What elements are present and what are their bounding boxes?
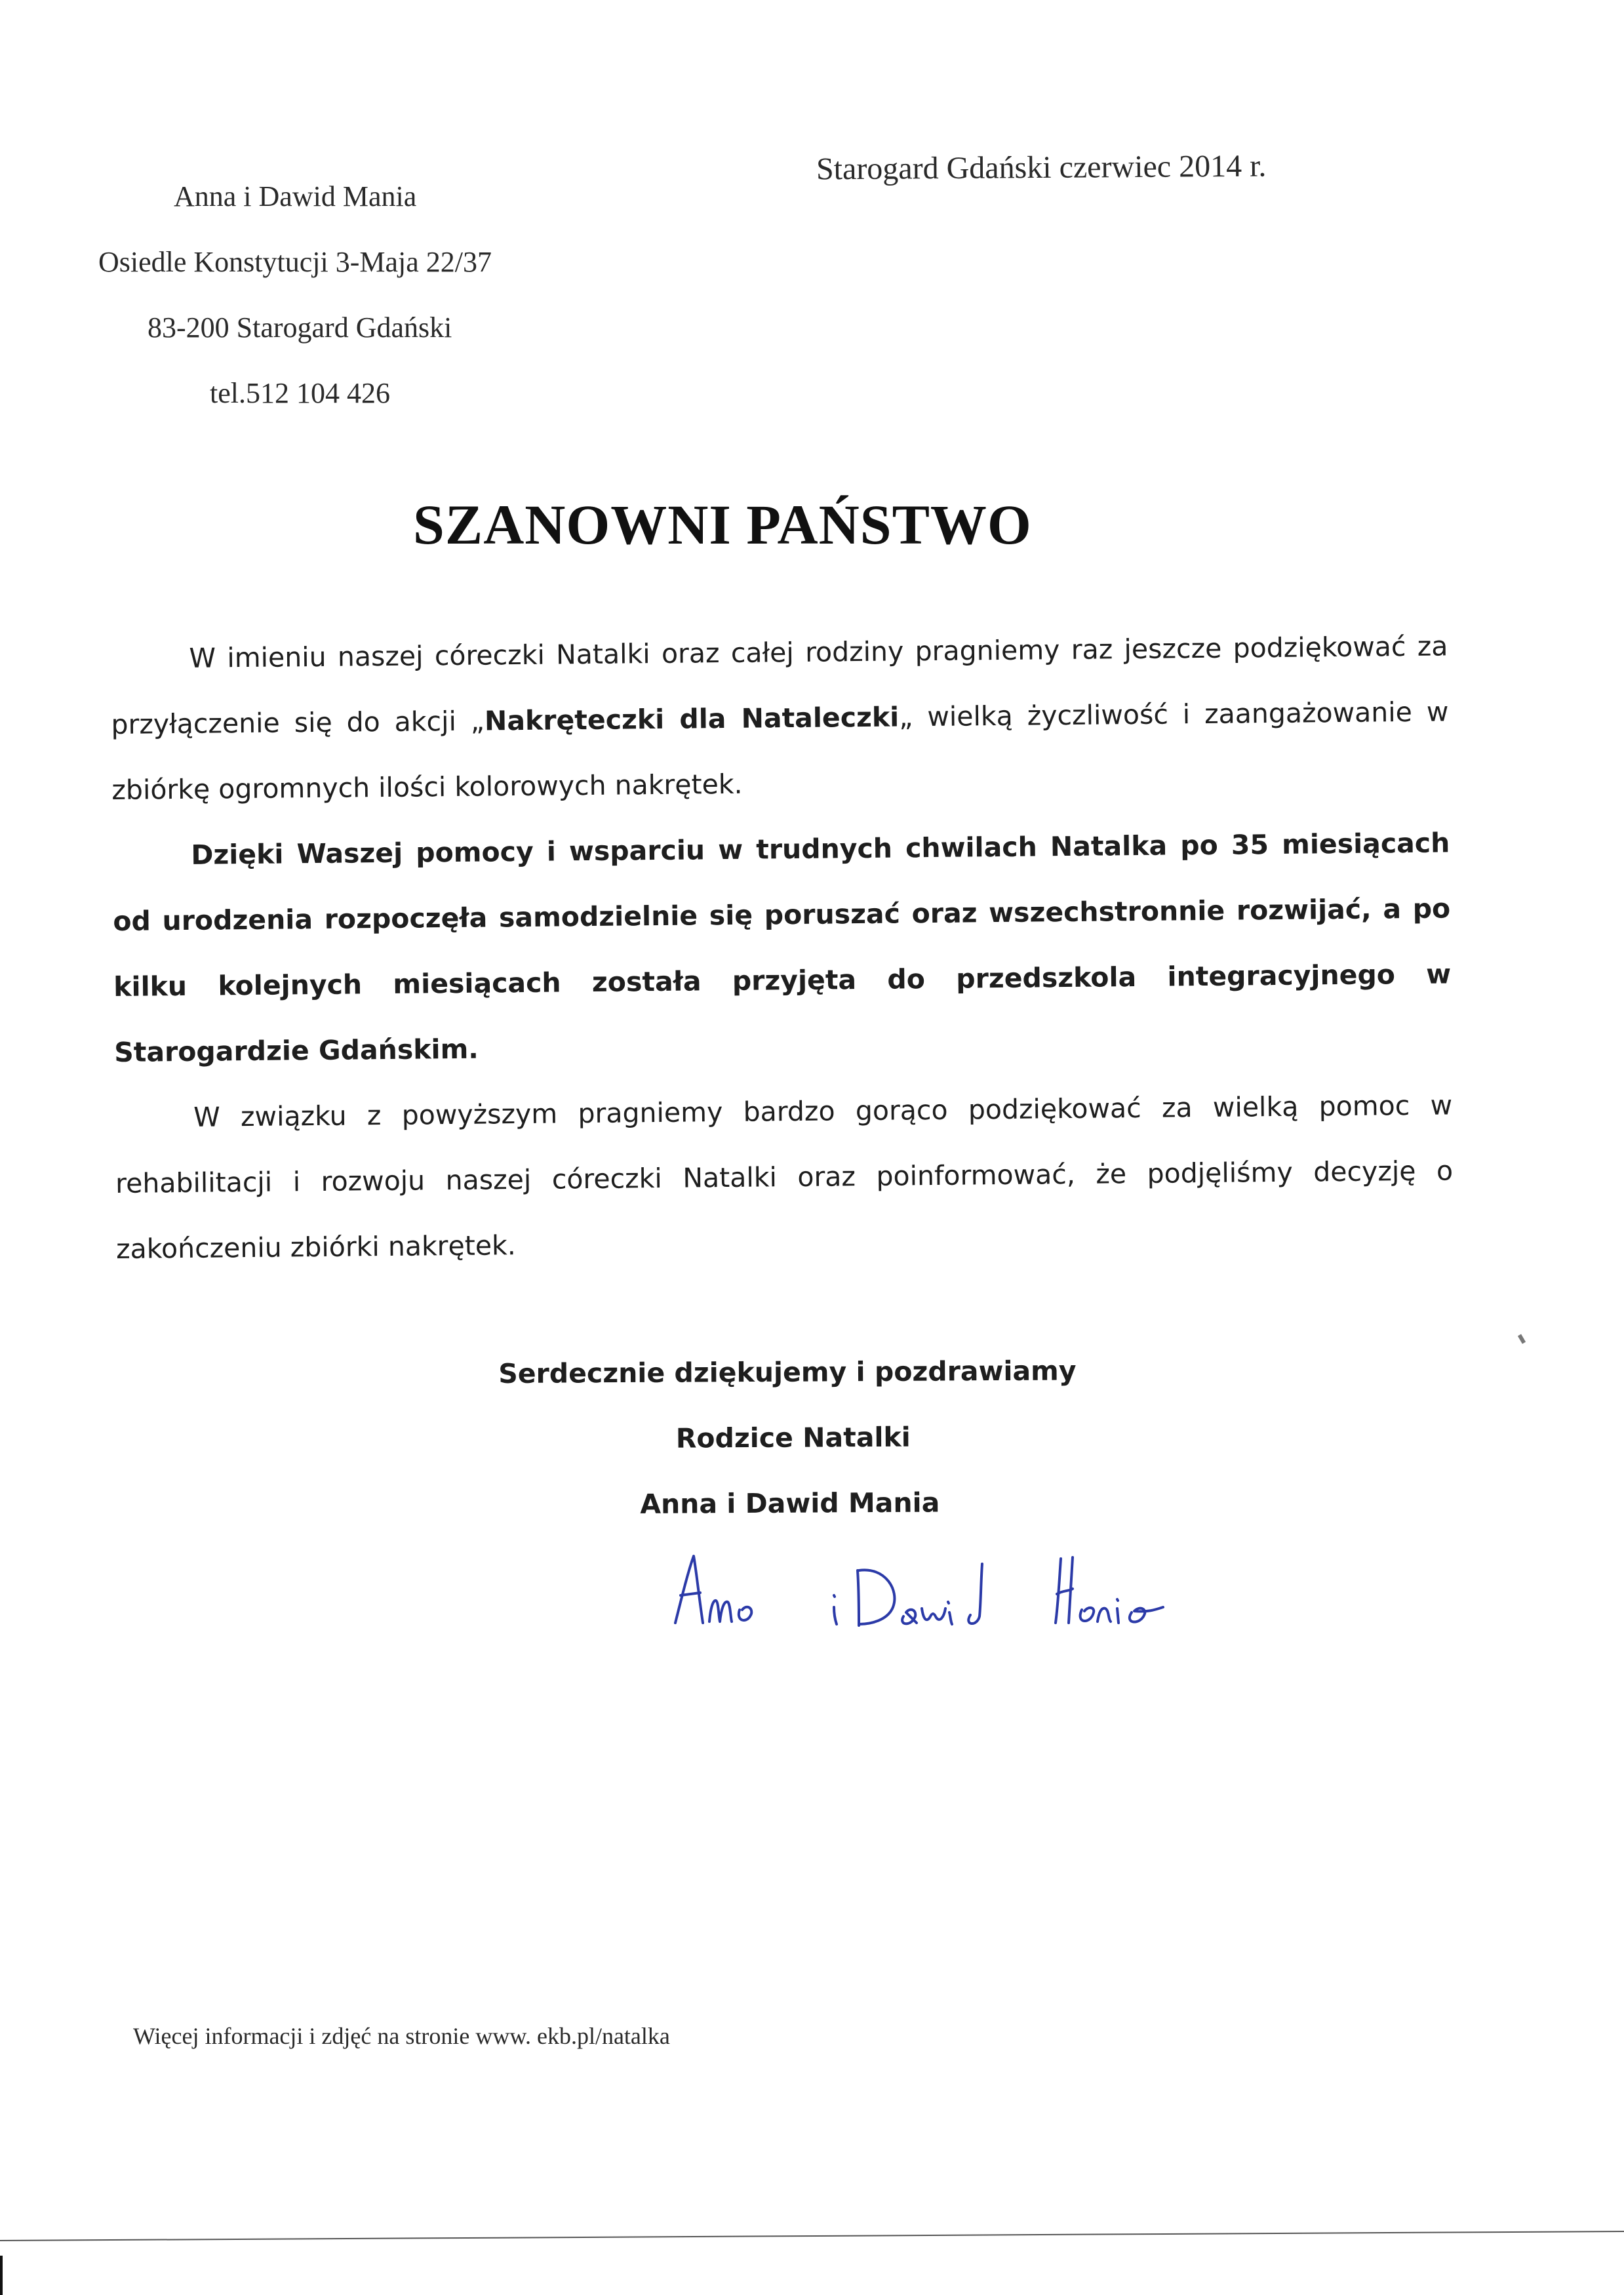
letter-body [110, 613, 1454, 1282]
date-line: Starogard Gdański czerwiec 2014 r. [816, 148, 1267, 187]
body-paragraph-3: W związku z powyższym pragniemy bardzo gorąco podziękować za wielką pomoc w rehabilitacji i rozwoju naszej córeczki Natalki oraz poinformować, że podjęliśmy decyzję o zakończeniu zbiórki nakrętek. [115, 1089, 1454, 1265]
footer-note: Więcej informacji i zdjęć na stronie www. ekb.pl/natalka [133, 2023, 670, 2049]
handwritten-signature [662, 1544, 1187, 1643]
campaign-name: Nakręteczki dla Nataleczki [484, 701, 900, 737]
closing-greeting: Serdecznie dziękujemy i pozdrawiamy [498, 1355, 1077, 1389]
scan-edge-line [0, 2226, 1624, 2246]
body-paragraph-1 [110, 613, 1450, 823]
sender-city: 83-200 Starogard Gdański [148, 311, 452, 344]
body-p1-after: „ wielką życzliwość i zaangażowanie w zbiórkę ogromnych ilości kolorowych nakrętek. [111, 696, 1449, 806]
sender-name: Anna i Dawid Mania [174, 180, 417, 212]
scan-margin-mark [0, 2256, 3, 2295]
body-paragraph-2: Dzięki Waszej pomocy i wsparciu w trudnych chwilach Natalka po 35 miesiącach od urodzenia rozpoczęła samodzielnie się poruszać oraz wszechstronnie rozwijać, a po kilku kolejnych miesiącach została przyjęta do przedszkola integracyjnego w Starogardzie Gdańskim. [113, 827, 1452, 1068]
sender-street: Osiedle Konstytucji 3-Maja 22/37 [98, 246, 492, 278]
page-title: SZANOWNI PAŃSTWO [413, 493, 1032, 556]
closing-block [498, 1338, 1077, 1538]
sender-phone: tel.512 104 426 [210, 377, 390, 409]
sender-address-block [98, 164, 492, 426]
body-p1-before: W imieniu naszej córeczki Natalki oraz całej rodziny pragniemy raz jeszcze podziękować za przyłączenie się do akcji „ [111, 630, 1448, 740]
scan-speck [1518, 1334, 1526, 1344]
closing-names: Anna i Dawid Mania [640, 1487, 940, 1520]
closing-parents: Rodzice Natalki [675, 1421, 911, 1454]
